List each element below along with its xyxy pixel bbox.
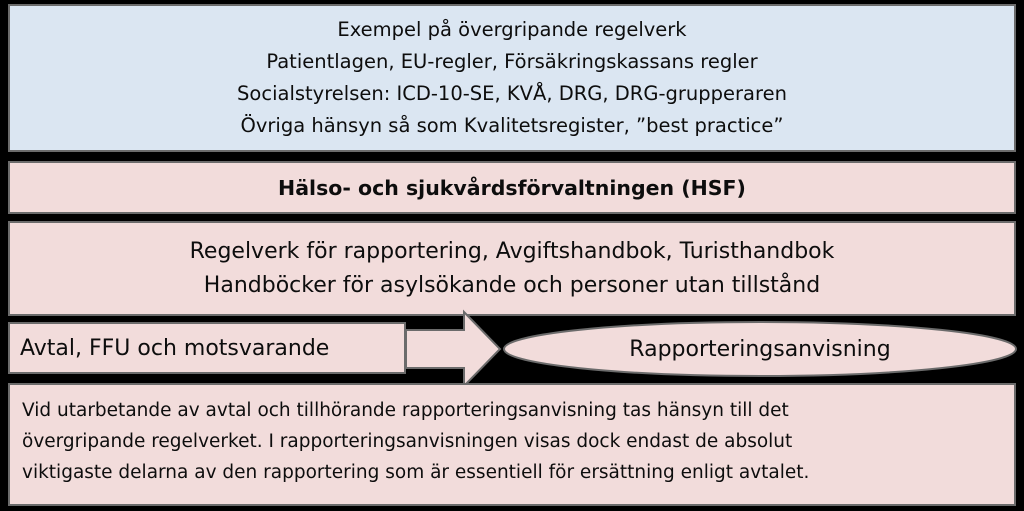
arrow-shape	[406, 312, 500, 386]
handbook-line-rules: Regelverk för rapportering, Avgiftshandbok, Turisthandbok	[189, 238, 835, 264]
explanation-box	[8, 383, 1016, 506]
explanation-line-3: viktigaste delarna av den rapportering som är essentiell för ersättning enligt avtalet.	[22, 462, 810, 483]
regulations-heading: Exempel på övergripande regelverk	[337, 18, 687, 41]
reporting-instruction-label: Rapporteringsanvisning	[629, 336, 891, 362]
regulations-line-other: Övriga hänsyn så som Kvalitetsregister, ”best practice”	[240, 114, 784, 137]
regulations-line-patient-law: Patientlagen, EU-regler, Försäkringskassans regler	[266, 50, 758, 73]
handbook-line-asylum: Handböcker för asylsökande och personer utan tillstånd	[203, 272, 821, 298]
agreement-label: Avtal, FFU och motsvarande	[20, 335, 330, 361]
explanation-line-1: Vid utarbetande av avtal och tillhörande rapporteringsanvisning tas hänsyn till det	[22, 400, 789, 421]
reporting-instruction-label-wrap	[503, 321, 1017, 377]
regulations-line-socialstyrelsen: Socialstyrelsen: ICD-10-SE, KVÅ, DRG, DRG-grupperaren	[237, 82, 787, 105]
hsf-title: Hälso- och sjukvårdsförvaltningen (HSF)	[278, 175, 746, 200]
explanation-line-2: övergripande regelverket. I rapporteringsanvisningen visas dock endast de absolut	[22, 431, 793, 452]
